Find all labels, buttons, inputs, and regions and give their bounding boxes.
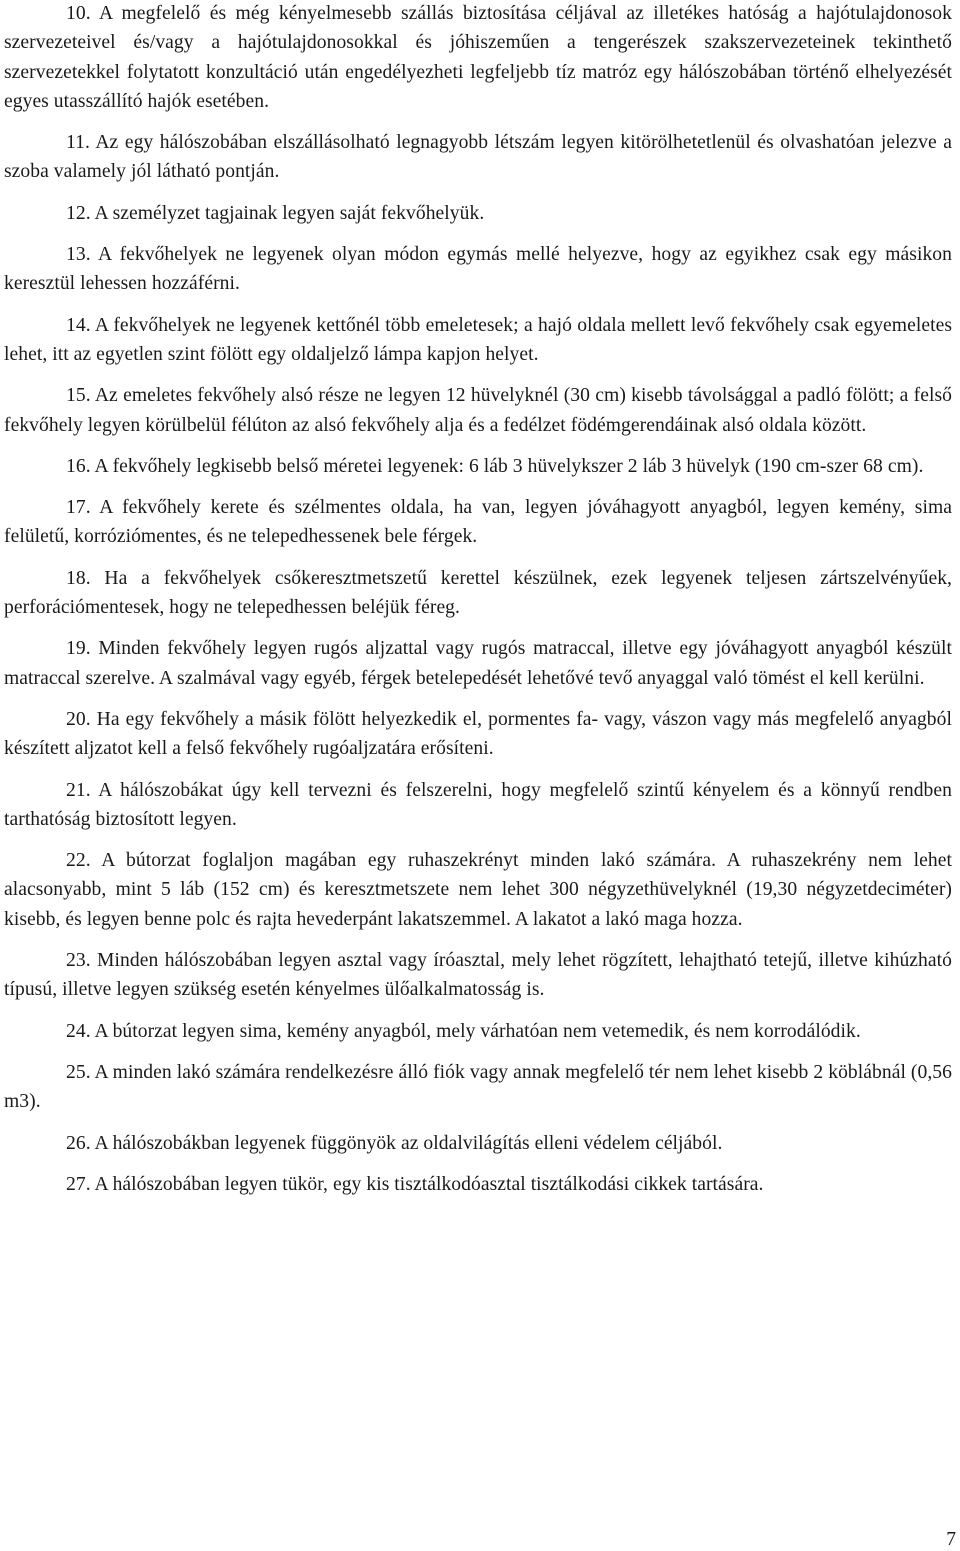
paragraph-25: 25. A minden lakó számára rendelkezésre álló fiók vagy annak megfelelő tér nem lehet kisebb 2 köblábnál (0,56 m3). [4, 1061, 952, 1113]
paragraph-10: 10. A megfelelő és még kényelmesebb szállás biztosítása céljával az illetékes hatóság a hajótulajdonosok szervezeteivel és/vagy a hajótulajdonosokkal és jóhiszeműen a tengerészek szakszervezeteinek tekinthető szervezetekkel folytatott konzultáció után engedélyezheti legfeljebb tíz matróz egy hálószobában történő elhelyezését egyes utasszállító hajók esetében. [4, 3, 952, 112]
page-number: 7 [946, 1529, 956, 1550]
paragraph-17: 17. A fekvőhely kerete és szélmentes oldala, ha van, legyen jóváhagyott anyagból, legyen kemény, sima felületű, korróziómentes, és ne telepedhessenek bele férgek. [4, 497, 952, 548]
paragraph-19: 19. Minden fekvőhely legyen rugós aljzattal vagy rugós matraccal, illetve egy jóváhagyott anyagból készült matraccal szerelve. A szalmával vagy egyéb, férgek betelepedését lehetővé tevő anyaggal való tömést el kell kerülni. [4, 638, 952, 689]
document-page [4, 0, 952, 1211]
paragraph-22: 22. A bútorzat foglaljon magában egy ruhaszekrényt minden lakó számára. A ruhaszekrény nem lehet alacsonyabb, mint 5 láb (152 cm) és keresztmetszete nem lehet 300 négyzethüvelyknél (19,30 négyzetdeciméter) kisebb, és legyen benne polc és rajta hevederpánt lakatszemmel. A lakatot a lakó maga hozza. [4, 850, 952, 930]
paragraph-14: 14. A fekvőhelyek ne legyenek kettőnél több emeletesek; a hajó oldala mellett levő fekvőhely csak egyemeletes lehet, itt az egyetlen szint fölött egy oldaljelző lámpa kapjon helyet. [4, 314, 952, 365]
paragraph-24: 24. A bútorzat legyen sima, kemény anyagból, mely várhatóan nem vetemedik, és nem korrodálódik. [66, 1020, 861, 1042]
paragraph-23: 23. Minden hálószobában legyen asztal vagy íróasztal, mely lehet rögzített, lehajtható tetejű, illetve kihúzható típusú, illetve legyen szükség esetén kényelmes ülőalkalmatosság is. [4, 950, 952, 1001]
paragraph-21: 21. A hálószobákat úgy kell tervezni és felszerelni, hogy megfelelő szintű kényelem és a könnyű rendben tarthatóság biztosított legyen. [4, 779, 952, 830]
paragraph-18: 18. Ha a fekvőhelyek csőkeresztmetszetű kerettel készülnek, ezek legyenek teljesen zártszelvényűek, perforációmentesek, hogy ne telepedhessen beléjük féreg. [4, 567, 952, 619]
paragraph-26: 26. A hálószobákban legyenek függönyök az oldalvilágítás elleni védelem céljából. [66, 1132, 723, 1154]
paragraph-27: 27. A hálószobában legyen tükör, egy kis tisztálkodóasztal tisztálkodási cikkek tartására. [66, 1173, 764, 1195]
paragraph-15: 15. Az emeletes fekvőhely alsó része ne legyen 12 hüvelyknél (30 cm) kisebb távolsággal a padló fölött; a felső fekvőhely legyen körülbelül félúton az alsó fekvőhely alja és a fedélzet födémgerendáinak alsó oldala között. [4, 385, 952, 436]
paragraph-13: 13. A fekvőhelyek ne legyenek olyan módon egymás mellé helyezve, hogy az egyikhez csak egy másikon keresztül lehessen hozzáférni. [4, 244, 952, 295]
paragraph-20: 20. Ha egy fekvőhely a másik fölött helyezkedik el, pormentes fa- vagy, vászon vagy más megfelelő anyagból készített aljzatot kell a felső fekvőhely rugóaljzatára erősíteni. [4, 708, 952, 760]
paragraph-16: 16. A fekvőhely legkisebb belső méretei legyenek: 6 láb 3 hüvelykszer 2 láb 3 hüvelyk (190 cm-szer 68 cm). [66, 455, 924, 477]
paragraph-11: 11. Az egy hálószobában elszállásolható legnagyobb létszám legyen kitörölhetetlenül és olvashatóan jelezve a szoba valamely jól látható pontján. [4, 132, 952, 183]
paragraph-12: 12. A személyzet tagjainak legyen saját fekvőhelyük. [66, 202, 485, 224]
